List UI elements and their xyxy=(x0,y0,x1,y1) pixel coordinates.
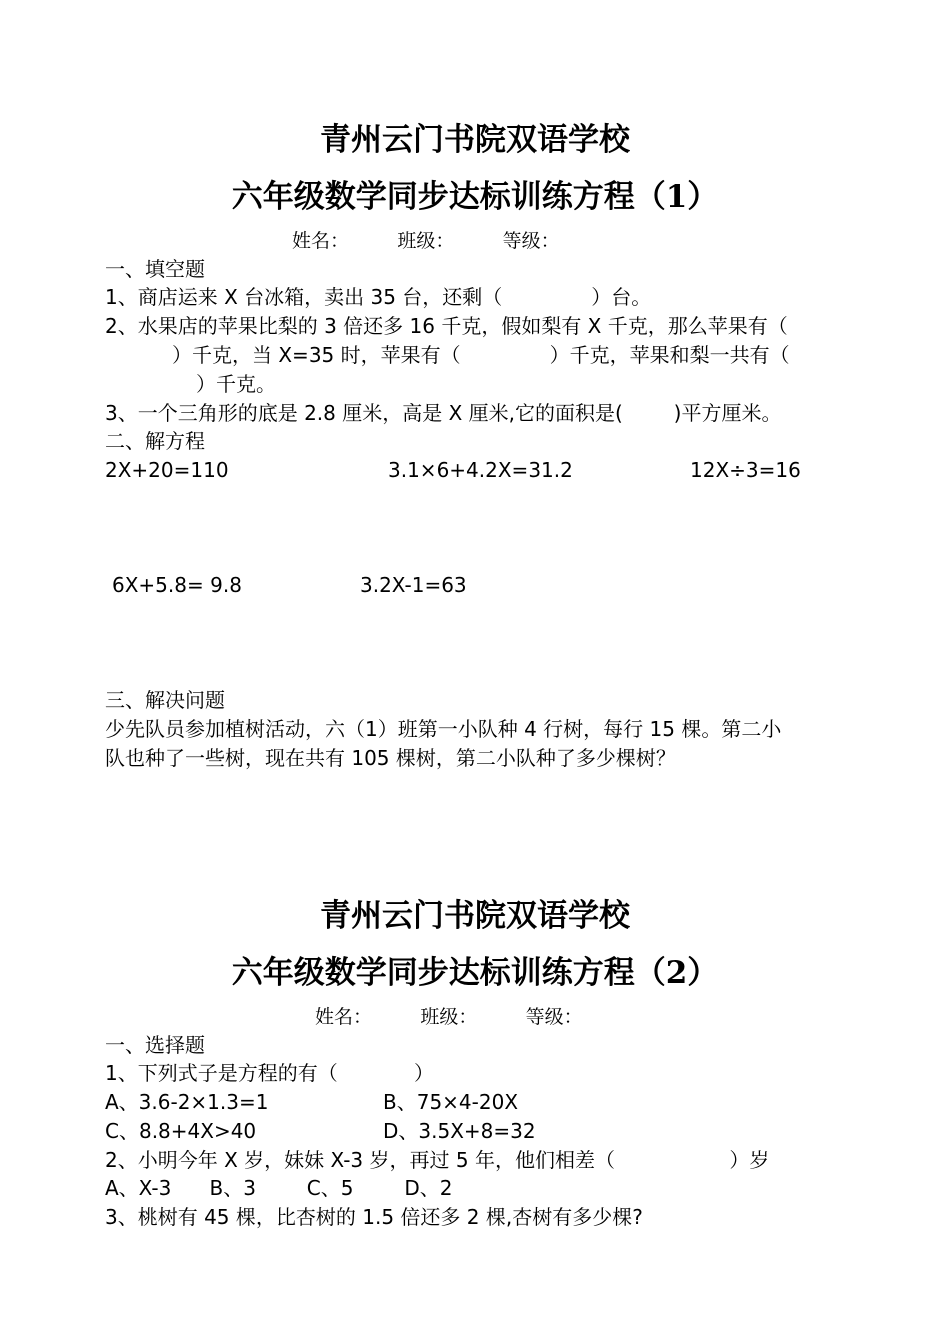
section-heading: 一、选择题 xyxy=(105,1033,205,1057)
question-2: 2、小明今年 X 岁，妹妹 X-3 岁，再过 5 年，他们相差（ ）岁 xyxy=(105,1148,770,1172)
question-2-line-1: 2、水果店的苹果比梨的 3 倍还多 16 千克，假如梨有 X 千克，那么苹果有（ xyxy=(105,314,788,338)
student-info-line: 姓名： 班级： 等级： xyxy=(315,1006,583,1028)
question-1: 1、商店运来 X 台冰箱，卖出 35 台，还剩（ ）台。 xyxy=(105,285,652,309)
question-1: 1、下列式子是方程的有（ ） xyxy=(105,1061,435,1085)
word-problem-line-2: 队也种了一些树，现在共有 105 棵树，第二小队种了多少棵树？ xyxy=(105,746,676,770)
equation-5: 3.2X-1=63 xyxy=(360,573,467,597)
worksheet-title: 六年级数学同步达标训练方程（1） xyxy=(231,179,719,215)
question-2-options: A、X-3 B、3 C、5 D、2 xyxy=(105,1176,453,1200)
school-title: 青州云门书院双语学校 xyxy=(320,122,630,158)
option-a: A、3.6-2×1.3=1 xyxy=(105,1090,269,1114)
equation-1: 2X+20=110 xyxy=(105,458,229,482)
question-3: 3、一个三角形的底是 2.8 厘米，高是 X 厘米,它的面积是( )平方厘米。 xyxy=(105,401,782,425)
option-b: B、75×4-20X xyxy=(383,1090,519,1114)
school-title: 青州云门书院双语学校 xyxy=(320,898,630,934)
worksheet-title: 六年级数学同步达标训练方程（2） xyxy=(231,955,719,991)
section-heading: 二、解方程 xyxy=(105,429,205,453)
student-info-line: 姓名： 班级： 等级： xyxy=(292,230,560,252)
option-c: C、8.8+4X>40 xyxy=(105,1119,257,1143)
question-2-line-2: ）千克，当 X=35 时，苹果有（ ）千克，苹果和梨一共有（ xyxy=(172,343,790,367)
word-problem-line-1: 少先队员参加植树活动，六（1）班第一小队种 4 行树，每行 15 棵。第二小 xyxy=(105,717,782,741)
section-heading: 一、填空题 xyxy=(105,257,205,281)
equation-2: 3.1×6+4.2X=31.2 xyxy=(388,458,573,482)
option-d: D、3.5X+8=32 xyxy=(383,1119,536,1143)
equation-3: 12X÷3=16 xyxy=(690,458,801,482)
question-2-line-3: ）千克。 xyxy=(196,372,276,396)
question-3: 3、桃树有 45 棵，比杏树的 1.5 倍还多 2 棵,杏树有多少棵? xyxy=(105,1205,643,1229)
equation-4: 6X+5.8= 9.8 xyxy=(112,573,242,597)
section-heading: 三、解决问题 xyxy=(105,688,225,712)
